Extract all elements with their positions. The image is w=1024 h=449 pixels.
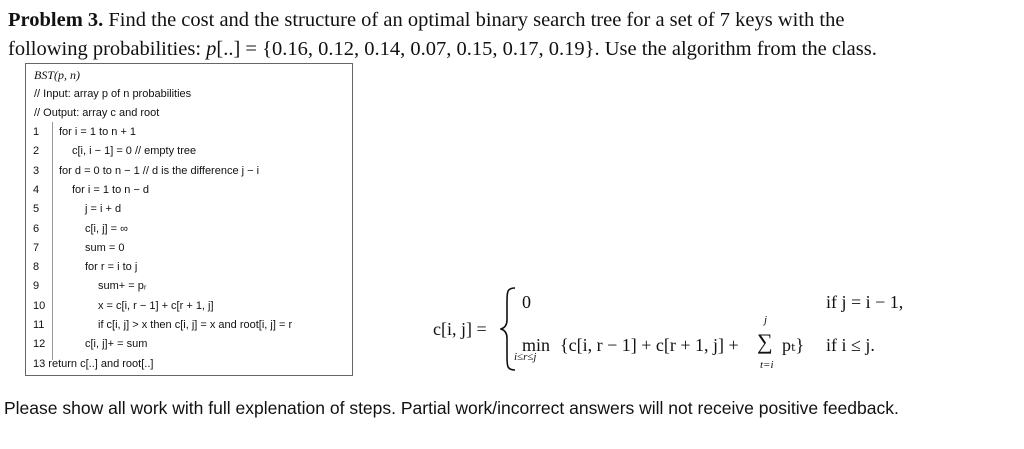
case2-min-subscript: i≤r≤j (514, 351, 537, 363)
left-brace-path (501, 288, 515, 370)
recurrence-lhs: c[i, j] = (433, 319, 487, 339)
sum-upper-limit: j (764, 314, 768, 326)
line-number: 3 (33, 164, 40, 177)
algorithm-line (26, 142, 352, 161)
algorithm-comment-output: // Output: array c and root (34, 107, 160, 119)
line-code: x = c[i, r − 1] + c[r + 1, j] (98, 299, 214, 312)
case2-expression: {c[i, r − 1] + c[r + 1, j] + (560, 335, 739, 355)
algorithm-line (26, 297, 352, 316)
line-code: if c[i, j] > x then c[i, j] = x and root[i, j] = r (98, 319, 293, 331)
line-code: for r = i to j (85, 261, 138, 274)
line-number: 4 (33, 183, 40, 196)
problem-text-1: Find the cost and the structure of an optimal binary search tree for a set of 7 keys with the (108, 9, 845, 31)
case1-value: 0 (522, 292, 531, 312)
summation-symbol: ∑ (757, 329, 773, 354)
algorithm-line (26, 335, 352, 354)
line-number: 9 (33, 280, 40, 293)
problem-statement (8, 6, 1008, 64)
algorithm-line (26, 239, 352, 258)
case2-condition: if i ≤ j. (826, 335, 875, 355)
line-number: 11 (33, 319, 45, 331)
line-code: sum+ = pᵣ (98, 280, 147, 293)
problem-line-2 (8, 35, 1008, 64)
algorithm-header: BST(p, n) (34, 68, 80, 82)
algorithm-comment-output-line (26, 104, 352, 123)
line-code: for d = 0 to n − 1 // d is the difference j − i (59, 164, 260, 177)
algorithm-line (26, 181, 352, 200)
problem-label: Problem 3. (8, 9, 104, 31)
probability-symbol: p (206, 38, 217, 60)
algorithm-header-line (26, 66, 352, 85)
line-number: 2 (33, 145, 40, 158)
line-number: 8 (33, 261, 40, 274)
algorithm-line (26, 277, 352, 296)
problem-line-1 (8, 6, 1008, 35)
problem-text-2-prefix: following probabilities: (8, 38, 207, 60)
line-code: j = i + d (85, 203, 122, 216)
algorithm-box (25, 63, 353, 376)
line-number: 5 (33, 203, 40, 216)
line-code: for i = 1 to n + 1 (59, 126, 137, 138)
algorithm-line (26, 200, 352, 219)
line-code: c[i, j] = ∞ (85, 222, 128, 235)
line-code: for i = 1 to n − d (72, 183, 150, 196)
sum-lower-limit: t=i (760, 359, 774, 371)
line-code: c[i, j]+ = sum (85, 338, 148, 351)
case2-min: min (522, 335, 551, 355)
algorithm-line (26, 316, 352, 335)
algorithm-line (26, 258, 352, 277)
algorithm-comment-input: // Input: array p of n probabilities (34, 88, 192, 100)
line-code: 13 return c[..] and root[..] (33, 357, 154, 370)
instructions-footer: Please show all work with full explenation of steps. Partial work/incorrect answers will not receive positive feedback. (4, 398, 899, 418)
probability-set: [..] = {0.16, 0.12, 0.14, 0.07, 0.15, 0.17, 0.19} (216, 38, 595, 60)
algorithm-line (26, 355, 352, 374)
line-code: sum = 0 (85, 241, 125, 254)
case2-term: pₜ} (782, 335, 805, 355)
line-number: 6 (33, 222, 40, 235)
line-number: 7 (33, 241, 40, 254)
algorithm-line (26, 123, 352, 142)
problem-text-2-suffix: . Use the algorithm from the class. (594, 38, 877, 60)
line-number: 10 (33, 299, 46, 312)
line-number: 12 (33, 338, 46, 351)
algorithm-line (26, 162, 352, 181)
line-number: 1 (33, 126, 40, 138)
line-code: c[i, i − 1] = 0 // empty tree (72, 145, 197, 158)
algorithm-line (26, 220, 352, 239)
algorithm-comment-input-line (26, 85, 352, 104)
case1-condition: if j = i − 1, (826, 292, 904, 312)
